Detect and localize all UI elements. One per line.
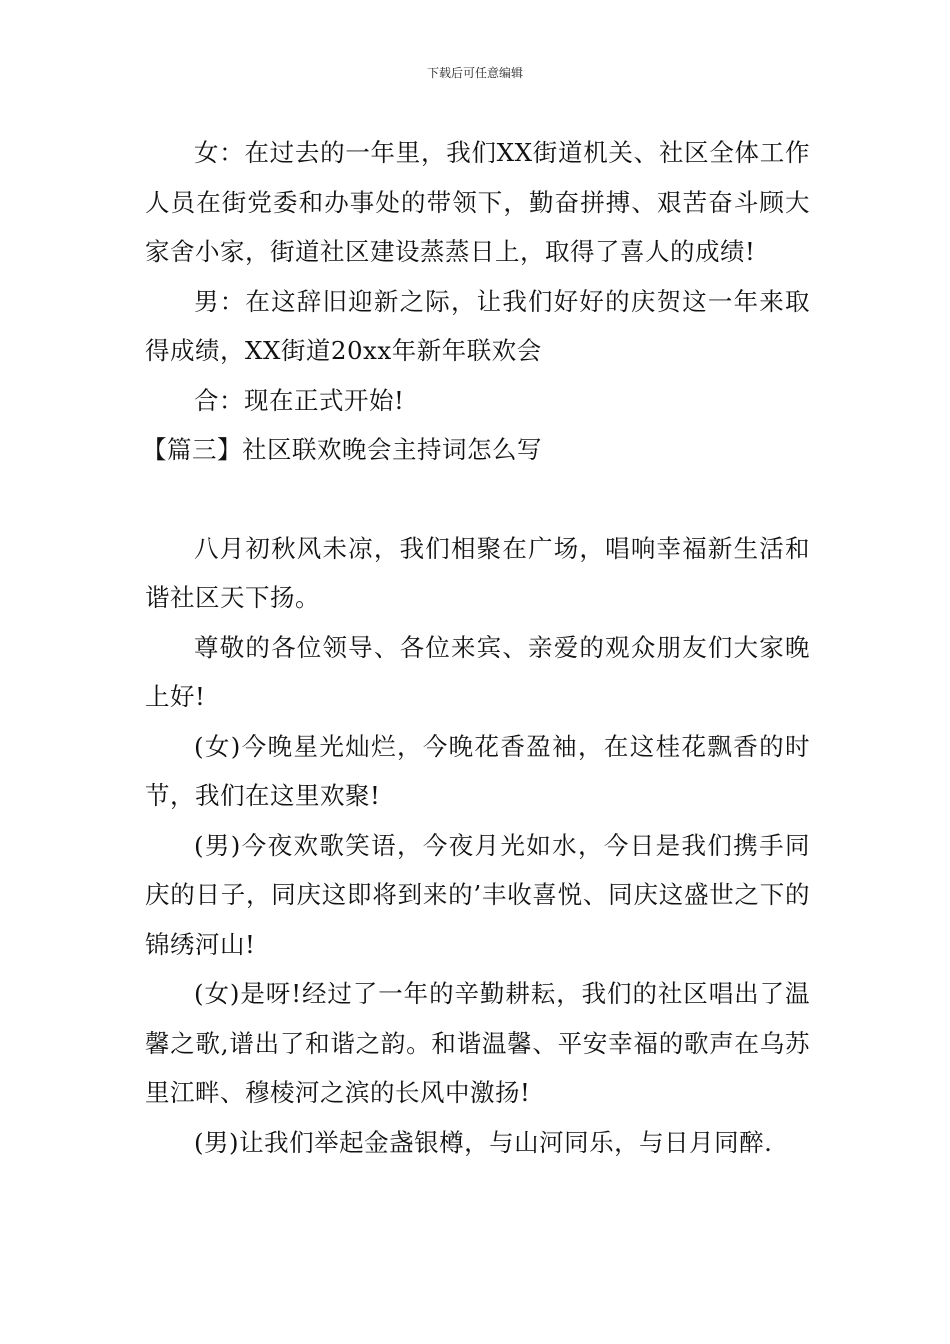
paragraph-female-opening: 女：在过去的一年里，我们XX街道机关、社区全体工作人员在街党委和办事处的带领下，勤奋拼搏、艰苦奋斗顾大家舍小家，街道社区建设蒸蒸日上，取得了喜人的成绩!: [145, 138, 810, 266]
paragraph-male-opening: 男：在这辞旧迎新之际，让我们好好的庆贺这一年来取得成绩，XX街道20xx年新年联欢会: [145, 286, 810, 365]
paragraph-female-1: (女)今晚星光灿烂，今晚花香盈袖，在这桂花飘香的时节，我们在这里欢聚!: [145, 731, 810, 810]
paragraph-female-2: (女)是呀!经过了一年的辛勤耕耘，我们的社区唱出了温馨之歌,谱出了和谐之韵。和谐温馨、平安幸福的歌声在乌苏里江畔、穆棱河之滨的长风中激扬!: [145, 979, 810, 1107]
paragraph-greeting: 尊敬的各位领导、各位来宾、亲爱的观众朋友们大家晚上好!: [145, 632, 810, 711]
paragraph-together-start: 合：现在正式开始!: [194, 385, 405, 415]
page-header-note: 下载后可任意编辑: [426, 66, 523, 80]
paragraph-male-2: (男)让我们举起金盏银樽，与山河同乐，与日月同醉.: [194, 1127, 773, 1157]
blank-line: [145, 475, 810, 524]
paragraph-male-1: (男)今夜欢歌笑语，今夜月光如水，今日是我们携手同庆的日子，同庆这即将到来的’丰收喜悦、同庆这盛世之下的锦绣河山!: [145, 830, 810, 959]
section-heading: 【篇三】社区联欢晚会主持词怎么写: [142, 435, 542, 464]
document-body: [142, 128, 810, 1167]
paragraph-intro-verse: 八月初秋风未凉，我们相聚在广场，唱响幸福新生活和谐社区天下扬。: [145, 533, 810, 612]
